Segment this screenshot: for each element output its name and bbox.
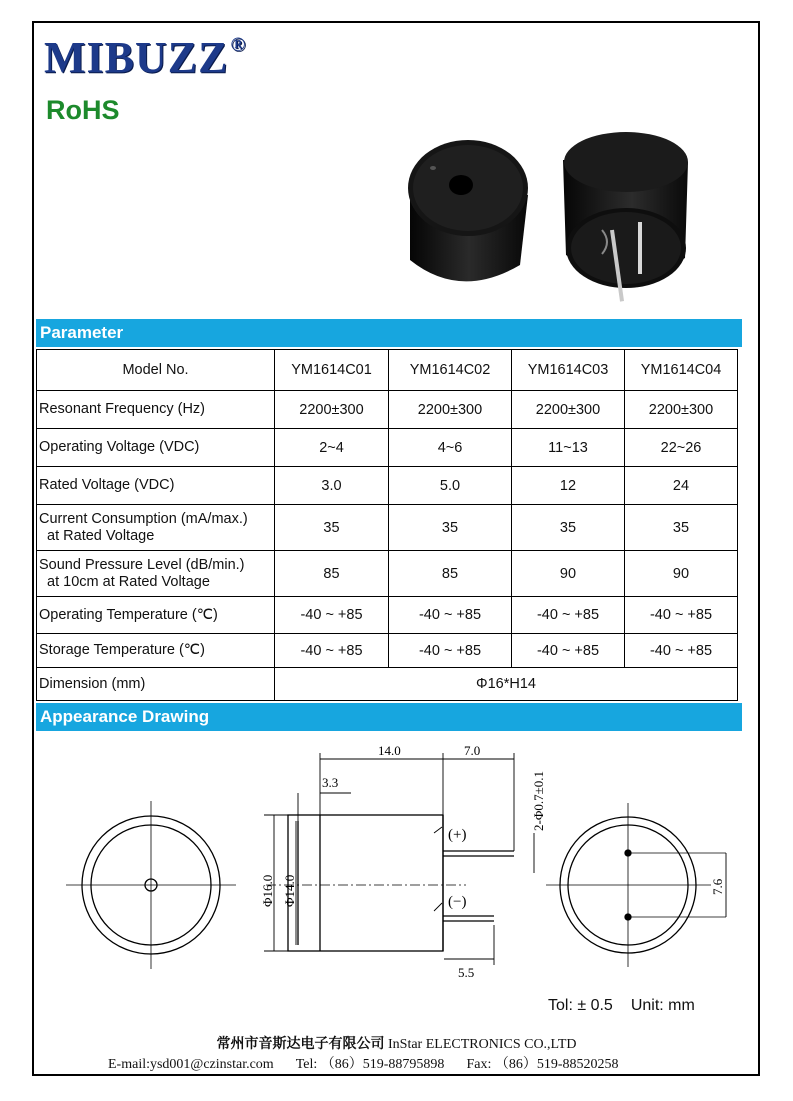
value-cell: 85 [275, 551, 389, 597]
side-body [288, 815, 443, 951]
brand-name: MIBUZZ [44, 33, 229, 82]
table-row [37, 429, 738, 467]
value-cell: 2200±300 [625, 391, 738, 429]
model-cell: YM1614C02 [389, 350, 512, 391]
value-cell: 12 [512, 467, 625, 505]
table-row [37, 551, 738, 597]
row-label-line: Sound Pressure Level (dB/min.) [39, 556, 245, 573]
row-label-line: at 10cm at Rated Voltage [39, 573, 210, 590]
dim-3-3: 3.3 [322, 775, 339, 790]
row-label: Resonant Frequency (Hz) [37, 391, 275, 429]
parameter-header: Parameter [36, 319, 742, 347]
row-label: Operating Temperature (℃) [37, 597, 275, 634]
dim-5-5: 5.5 [458, 965, 475, 980]
model-cell: YM1614C03 [512, 350, 625, 391]
value-cell: -40 ~ +85 [625, 597, 738, 634]
model-label-cell: Model No. [37, 350, 275, 391]
value-cell: -40 ~ +85 [512, 597, 625, 634]
row-label [37, 551, 275, 597]
row-label: Rated Voltage (VDC) [37, 467, 275, 505]
row-label-line: Current Consumption (mA/max.) [39, 510, 248, 527]
table-row [37, 391, 738, 429]
dim-14: 14.0 [378, 743, 401, 758]
rohs-label: RoHS [46, 95, 120, 125]
value-cell: -40 ~ +85 [389, 597, 512, 634]
company-en: InStar ELECTRONICS CO.,LTD [388, 1037, 577, 1052]
tolerance-value: Tol: ± 0.5 [548, 997, 613, 1014]
dim-d14: Φ14.0 [282, 874, 297, 907]
table-row [37, 597, 738, 634]
value-cell: 85 [389, 551, 512, 597]
value-cell: -40 ~ +85 [625, 634, 738, 668]
value-cell: 22~26 [625, 429, 738, 467]
value-cell: -40 ~ +85 [512, 634, 625, 668]
footer-contact [108, 1053, 641, 1073]
value-cell: 2200±300 [389, 391, 512, 429]
value-cell: 90 [512, 551, 625, 597]
minus-label: (−) [448, 894, 467, 910]
tel-text: Tel: （86）519-88795898 [295, 1057, 445, 1072]
company-cn: 常州市音斯达电子有限公司 [216, 1037, 385, 1052]
row-label [37, 505, 275, 551]
tolerance-note [548, 997, 713, 1015]
parameter-table [36, 349, 738, 701]
row-label-line: at Rated Voltage [39, 527, 155, 544]
value-cell: 24 [625, 467, 738, 505]
row-label: Dimension (mm) [37, 668, 275, 701]
dim-d16: Φ16.0 [260, 874, 275, 907]
value-cell: 2~4 [275, 429, 389, 467]
registered-mark: ® [230, 34, 247, 56]
value-cell: 2200±300 [275, 391, 389, 429]
model-cell: YM1614C04 [625, 350, 738, 391]
value-cell: 35 [389, 505, 512, 551]
footer-company [0, 1033, 793, 1053]
dim-pin: 2-Φ0.7±0.1 [531, 771, 546, 831]
email-text: E-mail:ysd001@czinstar.com [108, 1057, 274, 1072]
appearance-header: Appearance Drawing [36, 703, 742, 731]
row-label: Storage Temperature (℃) [37, 634, 275, 668]
value-cell: 11~13 [512, 429, 625, 467]
appearance-drawing [36, 735, 742, 1025]
table-row [37, 634, 738, 668]
brand-logo [44, 32, 246, 83]
table-header-row [37, 350, 738, 391]
value-cell: 4~6 [389, 429, 512, 467]
value-cell: -40 ~ +85 [389, 634, 512, 668]
dim-7: 7.0 [464, 743, 481, 758]
value-cell: 90 [625, 551, 738, 597]
value-cell: 5.0 [389, 467, 512, 505]
fax-text: Fax: （86）519-88520258 [466, 1057, 619, 1072]
table-row [37, 668, 738, 701]
buzzer-photo [398, 130, 698, 310]
value-cell: 2200±300 [512, 391, 625, 429]
value-cell: 35 [275, 505, 389, 551]
plus-label: (+) [448, 827, 467, 843]
value-cell: 35 [625, 505, 738, 551]
dimension-value: Φ16*H14 [275, 668, 738, 701]
table-row [37, 467, 738, 505]
row-label: Operating Voltage (VDC) [37, 429, 275, 467]
dim-7-6: 7.6 [710, 878, 725, 895]
table-row [37, 505, 738, 551]
value-cell: -40 ~ +85 [275, 597, 389, 634]
value-cell: -40 ~ +85 [275, 634, 389, 668]
model-cell: YM1614C01 [275, 350, 389, 391]
value-cell: 3.0 [275, 467, 389, 505]
unit-value: Unit: mm [630, 997, 695, 1014]
value-cell: 35 [512, 505, 625, 551]
